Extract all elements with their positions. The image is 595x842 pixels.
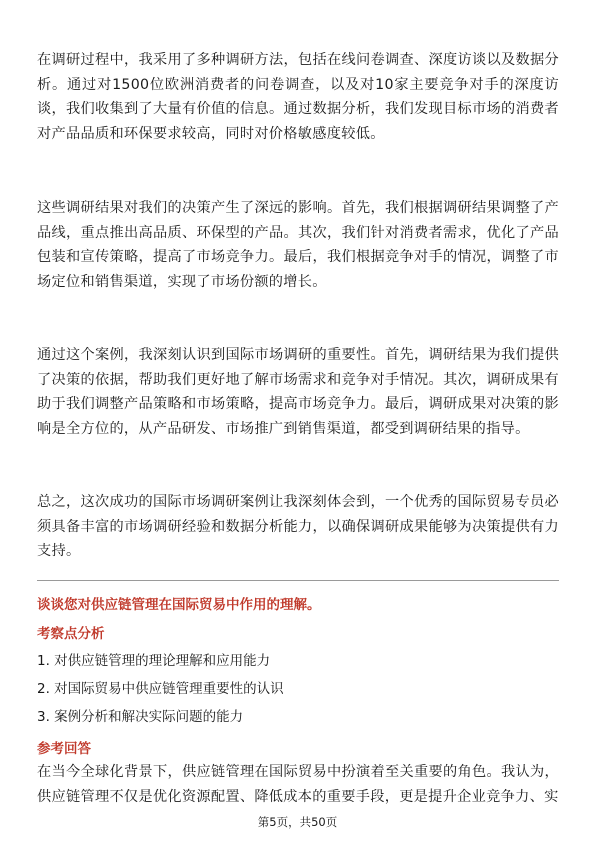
analysis-heading: 考察点分析 [37, 626, 105, 642]
paragraph-research-methods: 在调研过程中，我采用了多种调研方法，包括在线问卷调查、深度访谈以及数据分析。通过对1500位欧洲消费者的问卷调查，以及对10家主要竞争对手的深度访谈，我们收集到了大量有价值的信息。通过数据分析，我们发现目标市场的消费者对产品品质和环保要求较高，同时对价格敏感度较低。 [37, 52, 559, 142]
paragraph-research-impact: 这些调研结果对我们的决策产生了深远的影响。首先，我们根据调研结果调整了产品线，重点推出高品质、环保型的产品。其次，我们针对消费者需求，优化了产品包装和宣传策略，提高了市场竞争力。最后，我们根据竞争对手的情况，调整了市场定位和销售渠道，实现了市场份额的增长。 [37, 200, 559, 290]
answer-text: 在当今全球化背景下，供应链管理在国际贸易中扮演着至关重要的角色。我认为，供应链管理不仅是优化资源配置、降低成本的重要手段，更是提升企业竞争力、实 [37, 764, 559, 805]
section-divider [37, 580, 559, 581]
analysis-item: 3. 案例分析和解决实际问题的能力 [37, 709, 244, 725]
answer-heading: 参考回答 [37, 741, 91, 757]
analysis-item: 1. 对供应链管理的理论理解和应用能力 [37, 653, 271, 669]
paragraph-conclusion: 总之，这次成功的国际市场调研案例让我深刻体会到，一个优秀的国际贸易专员必须具备丰富的市场调研经验和数据分析能力，以确保调研成果能够为决策提供有力支持。 [37, 494, 559, 560]
page-number: 第5页，共50页 [257, 815, 338, 829]
analysis-item: 2. 对国际贸易中供应链管理重要性的认识 [37, 681, 284, 697]
question-title: 谈谈您对供应链管理在国际贸易中作用的理解。 [37, 597, 321, 613]
paragraph-lessons-learned: 通过这个案例，我深刻认识到国际市场调研的重要性。首先，调研结果为我们提供了决策的依据，帮助我们更好地了解市场需求和竞争对手情况。其次，调研成果有助于我们调整产品策略和市场策略，提高市场竞争力。最后，调研成果对决策的影响是全方位的，从产品研发、市场推广到销售渠道，都受到调研结果的指导。 [37, 347, 559, 437]
